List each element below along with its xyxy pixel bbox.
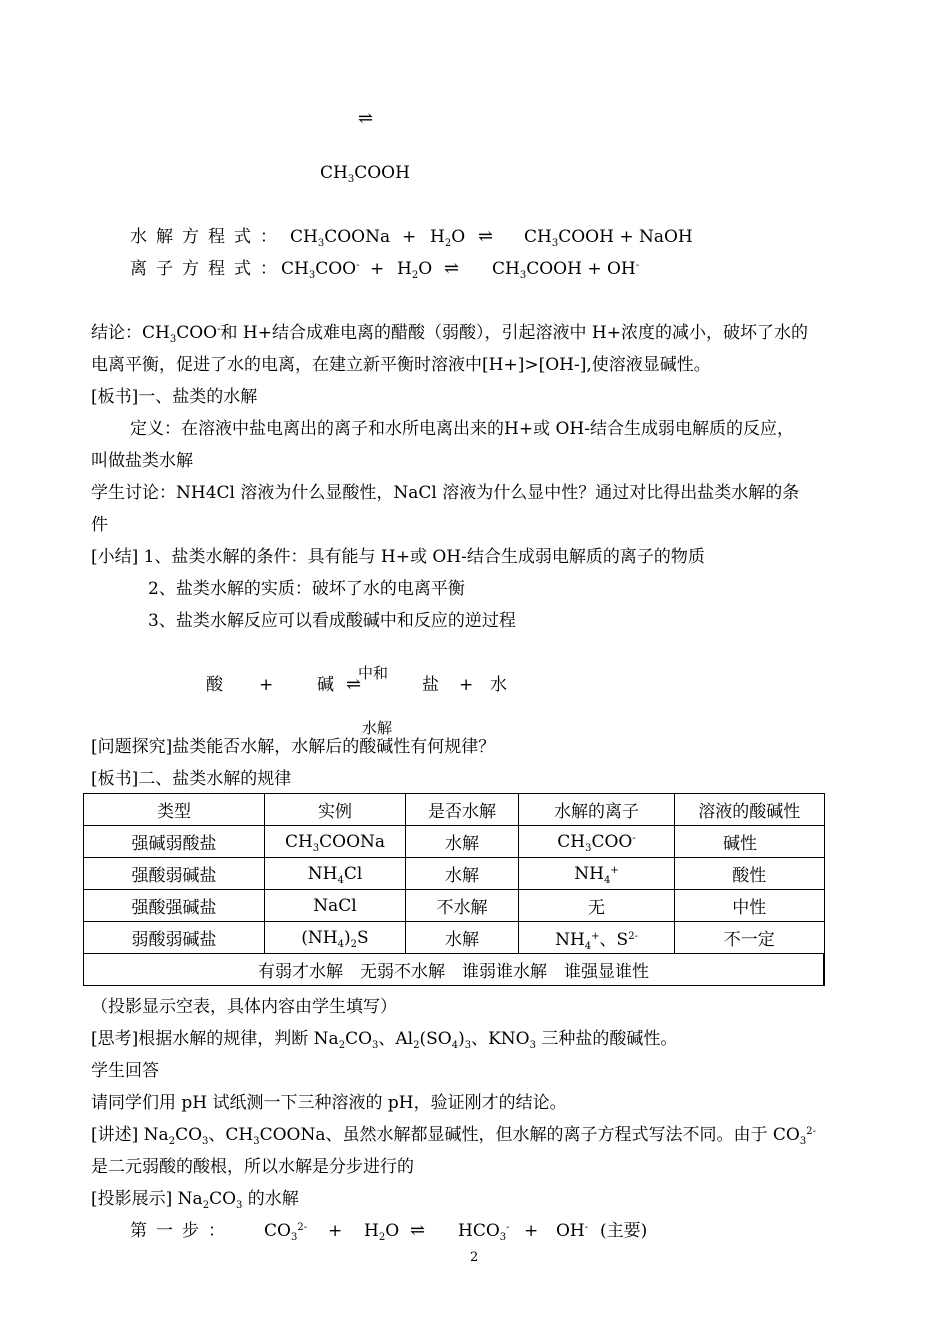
definition-line-2: 叫做盐类水解 <box>91 451 193 471</box>
plus-sign: + <box>328 1221 343 1241</box>
table-cell: $NH_4^+$ <box>519 858 675 890</box>
acetic-acid-formula: $CH_3COOH$ <box>320 163 410 185</box>
table-summary-row <box>84 954 825 986</box>
table-cell: $(NH_4)_2S$ <box>265 922 406 954</box>
board-heading-2: [板书]二、盐类水解的规律 <box>91 769 292 789</box>
table-cell: 中性 <box>675 890 825 922</box>
summary-item-3: 3、盐类水解反应可以看成酸碱中和反应的逆过程 <box>148 611 516 631</box>
ionic-equation-label: 离子方程式： <box>130 259 286 279</box>
step-one-label: 第一步： <box>130 1221 234 1241</box>
table-cell: 水解 <box>406 922 519 954</box>
table-cell: 水解 <box>406 826 519 858</box>
lecture-line-2: 是二元弱酸的酸根，所以水解是分步进行的 <box>91 1157 414 1177</box>
table-cell: 碱性 <box>675 826 825 858</box>
water-formula: $H_2O$ <box>430 227 466 249</box>
hydrolysis-equation: $CH_3COONa$ <box>290 227 391 249</box>
table-header-row <box>84 794 825 826</box>
ionic-equation: $CH_3COO^-$ <box>281 259 360 281</box>
table-header: 溶液的酸碱性 <box>675 794 825 826</box>
carbonate-ion: $CO_3^{2-}$ <box>264 1221 308 1243</box>
table-summary-cell: 有弱才水解 无弱不水解 谁弱谁水解 谁强显谁性 <box>84 954 825 986</box>
summary-item-2: 2、盐类水解的实质：破坏了水的电离平衡 <box>148 579 465 599</box>
table-header: 是否水解 <box>406 794 519 826</box>
projection-note: （投影显示空表，具体内容由学生填写） <box>91 997 397 1017</box>
equilibrium-arrow: ⇌ <box>478 226 494 247</box>
projection-heading: [投影展示] $Na_2CO_3$ 的水解 <box>91 1189 299 1211</box>
conclusion-line-2: 电离平衡，促进了水的电离，在建立新平衡时溶液中[H+]>[OH-],使溶液显碱性。 <box>91 355 711 375</box>
table-header: 实例 <box>265 794 406 826</box>
board-heading-1: [板书]一、盐类的水解 <box>91 387 258 407</box>
ph-test-line: 请同学们用 pH 试纸测一下三种溶液的 pH，验证刚才的结论。 <box>91 1093 567 1113</box>
table-cell: 强酸弱碱盐 <box>84 858 265 890</box>
acid-label: 酸 <box>206 675 223 695</box>
table-row <box>84 858 825 890</box>
table-cell: $CH_3COO^-$ <box>519 826 675 858</box>
table-cell: $NH_4Cl$ <box>265 858 406 890</box>
table-cell: 酸性 <box>675 858 825 890</box>
discussion-line-1: 学生讨论：NH4Cl 溶液为什么显酸性，NaCl 溶液为什么显中性？通过对比得出盐类水解的条 <box>91 483 800 503</box>
equilibrium-arrow: ⇌ <box>410 1220 426 1241</box>
plus-sign: + <box>402 227 417 247</box>
water-label: 水 <box>490 675 507 695</box>
equilibrium-arrow: ⇌ <box>444 258 460 279</box>
think-line: [思考]根据水解的规律，判断 $Na_2CO_3$、$Al_2(SO_4)_3$、$KNO_3$ 三种盐的酸碱性。 <box>91 1029 678 1051</box>
equilibrium-arrow: ⇌ <box>346 674 362 695</box>
question-line: [问题探究]盐类能否水解，水解后的酸碱性有何规律？ <box>91 737 496 757</box>
ionic-products: $CH_3COOH + OH^-$ <box>492 259 640 281</box>
hydrolysis-equation-label: 水解方程式： <box>130 227 286 247</box>
base-label: 碱 <box>317 675 334 695</box>
table-cell: 强碱弱酸盐 <box>84 826 265 858</box>
water-formula: $H_2O$ <box>364 1221 400 1243</box>
table-cell: 无 <box>519 890 675 922</box>
table-cell: 不水解 <box>406 890 519 922</box>
table-cell: 水解 <box>406 858 519 890</box>
table-cell: NaCl <box>265 890 406 922</box>
salt-label: 盐 <box>422 675 439 695</box>
table-cell: 不一定 <box>675 922 825 954</box>
student-answer: 学生回答 <box>91 1061 159 1081</box>
neutralization-label: 中和 <box>358 664 389 682</box>
table-cell: $NH_4^+$、$S^{2-}$ <box>519 922 675 954</box>
table-header: 类型 <box>84 794 265 826</box>
discussion-line-2: 件 <box>91 515 108 535</box>
main-step-note: (主要) <box>600 1221 648 1241</box>
hydrolysis-label: 水解 <box>362 719 393 737</box>
page-number: 2 <box>470 1250 479 1265</box>
definition-line-1: 定义：在溶液中盐电离出的离子和水所电离出来的H+或 OH-结合生成弱电解质的反应， <box>130 419 794 439</box>
plus-sign: + <box>524 1221 539 1241</box>
hydrolysis-products: $CH_3COOH$ + NaOH <box>524 227 693 249</box>
bicarbonate-ion: $HCO_3^-$ <box>458 1221 510 1243</box>
table-row <box>84 890 825 922</box>
conclusion-line-1: 结论：$CH_3COO^-$和 H+结合成难电离的醋酸（弱酸），引起溶液中 H+浓度的减小，破坏了水的 <box>91 323 808 345</box>
table-cell: $CH_3COONa$ <box>265 826 406 858</box>
table-cell: 强酸强碱盐 <box>84 890 265 922</box>
summary-item-1: [小结] 1、盐类水解的条件：具有能与 H+或 OH-结合生成弱电解质的离子的物质 <box>91 547 705 567</box>
table-header: 水解的离子 <box>519 794 675 826</box>
hydroxide-ion: OH- <box>556 1221 589 1241</box>
plus-sign: + <box>459 675 474 695</box>
plus-sign: + <box>259 675 274 695</box>
table-row <box>84 826 825 858</box>
equilibrium-arrow: ⇌ <box>358 108 374 129</box>
plus-sign: + <box>370 259 385 279</box>
table-row <box>84 922 825 954</box>
lecture-line-1: [讲述] $Na_2CO_3$、$CH_3COONa$、虽然水解都显碱性，但水解的离子方程式写法不同。由于 $CO_3^{2-}$ <box>91 1125 816 1147</box>
water-formula: $H_2O$ <box>397 259 433 281</box>
table-cell: 弱酸弱碱盐 <box>84 922 265 954</box>
hydrolysis-rules-table <box>83 793 825 986</box>
